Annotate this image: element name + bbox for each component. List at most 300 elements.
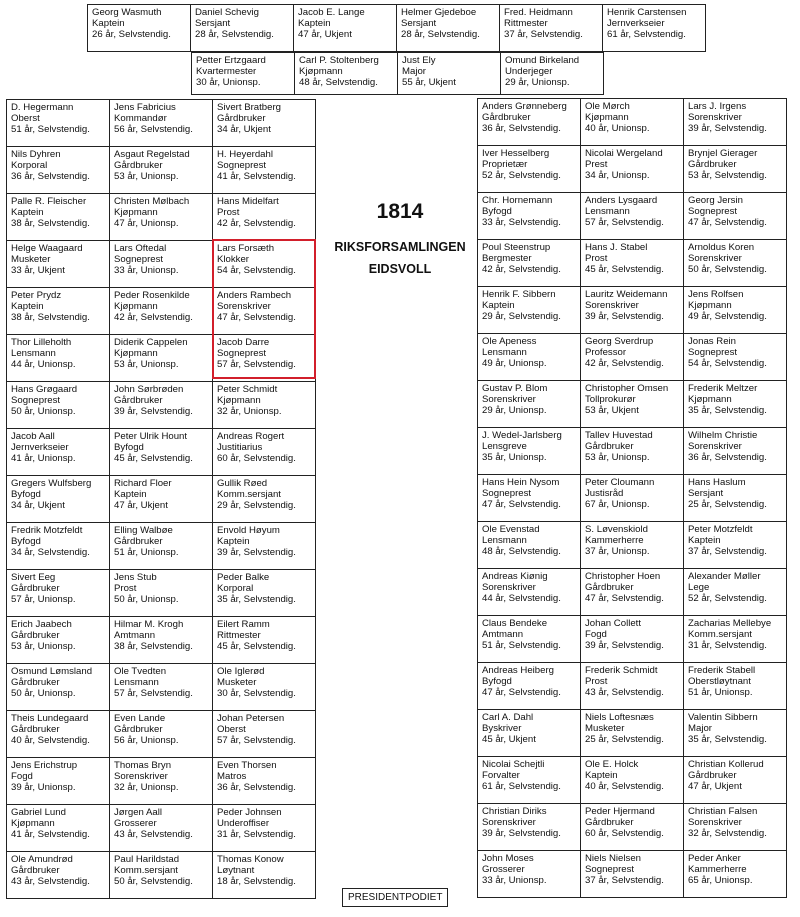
seat-cell — [581, 757, 684, 804]
seat-cell — [398, 53, 501, 95]
delegate-info: 57 år, Selvstendig. — [585, 217, 664, 228]
seat-row — [478, 569, 787, 616]
delegate-name: Poul Steenstrup — [482, 242, 551, 253]
delegate-title: Proprietær — [482, 159, 528, 170]
delegate-title: Sersjant — [688, 488, 724, 499]
delegate-info: 67 år, Unionsp. — [585, 499, 650, 510]
delegate-title: Gårdbruker — [585, 817, 634, 828]
delegate-title: Fogd — [11, 771, 33, 782]
seat-cell — [478, 710, 581, 757]
seat-cell — [581, 663, 684, 710]
delegate-info: 47 år, Selvstendig. — [482, 687, 561, 698]
delegate-info: 47 år, Ukjent — [688, 781, 742, 792]
delegate-title: Major — [688, 723, 712, 734]
seat-cell — [7, 570, 110, 617]
right-seating-block — [477, 98, 787, 898]
delegate-title: Grosserer — [114, 818, 157, 829]
delegate-title: Kjøpmann — [217, 395, 261, 406]
seat-cell — [478, 193, 581, 240]
seat-row — [478, 334, 787, 381]
delegate-name: Thomas Konow — [217, 854, 284, 865]
delegate-name: Jens Fabricius — [114, 102, 176, 113]
delegate-name: Christian Diriks — [482, 806, 547, 817]
delegate-name: Hans Hein Nysom — [482, 477, 560, 488]
delegate-title: Sorenskriver — [688, 817, 742, 828]
delegate-info: 57 år, Selvstendig. — [217, 735, 296, 746]
seat-cell — [684, 193, 787, 240]
delegate-title: Underjeger — [505, 66, 553, 77]
delegate-title: Sorenskriver — [585, 300, 639, 311]
delegate-title: Byfogd — [11, 489, 41, 500]
delegate-info: 52 år, Selvstendig. — [688, 593, 767, 604]
delegate-info: 33 år, Unionsp. — [114, 265, 179, 276]
seat-cell — [7, 476, 110, 523]
seat-cell — [110, 664, 213, 711]
seat-cell — [500, 5, 603, 52]
delegate-title: Gårdbruker — [217, 113, 266, 124]
delegate-name: Hilmar M. Krogh — [114, 619, 184, 630]
delegate-name: Christen Mølbach — [114, 196, 190, 207]
delegate-info: 50 år, Selvstendig. — [688, 264, 767, 275]
delegate-info: 50 år, Selvstendig. — [114, 876, 193, 887]
delegate-title: Klokker — [217, 254, 249, 265]
seat-cell — [684, 146, 787, 193]
delegate-title: Fogd — [585, 629, 607, 640]
delegate-title: Jernverkseier — [607, 18, 665, 29]
delegate-name: Jonas Rein — [688, 336, 736, 347]
delegate-name: Brynjel Gierager — [688, 148, 758, 159]
seat-cell — [213, 664, 316, 711]
seat-cell — [110, 570, 213, 617]
delegate-title: Sogneprest — [482, 488, 532, 499]
delegate-info: 44 år, Unionsp. — [11, 359, 76, 370]
delegate-info: 45 år, Ukjent — [482, 734, 536, 745]
seat-row — [7, 758, 316, 805]
delegate-title: Kaptein — [585, 770, 618, 781]
delegate-name: Henrik Carstensen — [607, 7, 687, 18]
seat-cell — [213, 194, 316, 241]
seat-cell — [110, 523, 213, 570]
delegate-info: 32 år, Unionsp. — [114, 782, 179, 793]
delegate-title: Byfogd — [11, 536, 41, 547]
front-row-body — [88, 5, 706, 52]
delegate-name: Claus Bendeke — [482, 618, 548, 629]
delegate-title: Kjøpmann — [114, 207, 158, 218]
delegate-info: 25 år, Selvstendig. — [688, 499, 767, 510]
delegate-title: Lensmann — [11, 348, 56, 359]
delegate-title: Sorenskriver — [688, 253, 742, 264]
delegate-title: Kvartermester — [196, 66, 257, 77]
delegate-name: Valentin Sibbern — [688, 712, 758, 723]
delegate-info: 61 år, Selvstendig. — [482, 781, 561, 792]
seat-cell — [581, 334, 684, 381]
delegate-name: Nicolai Wergeland — [585, 148, 663, 159]
delegate-info: 56 år, Unionsp. — [114, 735, 179, 746]
delegate-title: Bergmester — [482, 253, 532, 264]
seat-cell — [478, 99, 581, 146]
seat-cell — [191, 5, 294, 52]
delegate-name: Jacob Darre — [217, 337, 270, 348]
delegate-name: Peder Balke — [217, 572, 270, 583]
delegate-info: 31 år, Selvstendig. — [688, 640, 767, 651]
delegate-info: 30 år, Selvstendig. — [217, 688, 296, 699]
delegate-title: Grosserer — [482, 864, 525, 875]
second-row-seats — [191, 52, 604, 95]
delegate-info: 53 år, Unionsp. — [11, 641, 76, 652]
delegate-name: Ole Tvedten — [114, 666, 167, 677]
delegate-name: Eilert Ramm — [217, 619, 270, 630]
delegate-info: 48 år, Selvstendig. — [299, 77, 378, 88]
delegate-info: 35 år, Selvstendig. — [217, 594, 296, 605]
delegate-info: 51 år, Selvstendig. — [11, 124, 90, 135]
delegate-title: Lensmann — [482, 347, 527, 358]
seat-cell — [684, 99, 787, 146]
delegate-info: 54 år, Selvstendig. — [688, 358, 767, 369]
delegate-name: Petter Ertzgaard — [196, 55, 266, 66]
delegate-info: 33 år, Selvstendig. — [482, 217, 561, 228]
delegate-name: Wilhelm Christie — [688, 430, 758, 441]
delegate-title: Justisråd — [585, 488, 624, 499]
delegate-name: Georg Sverdrup — [585, 336, 654, 347]
seat-cell — [478, 475, 581, 522]
delegate-title: Kaptein — [688, 535, 721, 546]
seat-cell — [213, 523, 316, 570]
delegate-info: 26 år, Selvstendig. — [92, 29, 171, 40]
delegate-name: Jacob Aall — [11, 431, 55, 442]
delegate-name: Peter Prydz — [11, 290, 62, 301]
front-row-seats — [87, 4, 706, 52]
delegate-name: J. Wedel-Jarlsberg — [482, 430, 562, 441]
delegate-title: Jernverkseier — [11, 442, 69, 453]
seat-cell — [581, 475, 684, 522]
seat-row — [478, 287, 787, 334]
seat-cell — [110, 194, 213, 241]
delegate-info: 51 år, Unionsp. — [688, 687, 753, 698]
delegate-title: Sogneprest — [11, 395, 61, 406]
delegate-title: Forvalter — [482, 770, 520, 781]
delegate-name: Carl A. Dahl — [482, 712, 534, 723]
delegate-title: Kjøpmann — [114, 348, 158, 359]
delegate-name: Richard Floer — [114, 478, 172, 489]
delegate-info: 42 år, Selvstendig. — [114, 312, 193, 323]
delegate-name: Arnoldus Koren — [688, 242, 755, 253]
seat-cell — [213, 429, 316, 476]
delegate-info: 34 år, Ukjent — [11, 500, 65, 511]
delegate-info: 40 år, Unionsp. — [585, 123, 650, 134]
seat-cell — [7, 335, 110, 382]
delegate-title: Musketer — [217, 677, 257, 688]
seat-row — [7, 570, 316, 617]
delegate-info: 45 år, Selvstendig. — [217, 641, 296, 652]
seat-cell — [110, 241, 213, 288]
delegate-title: Byfogd — [482, 676, 512, 687]
seat-cell — [7, 711, 110, 758]
delegate-name: John Moses — [482, 853, 534, 864]
delegate-info: 53 år, Unionsp. — [114, 359, 179, 370]
delegate-info: 29 år, Unionsp. — [482, 405, 547, 416]
seat-row — [478, 428, 787, 475]
seat-cell — [213, 852, 316, 899]
delegate-title: Lensgreve — [482, 441, 527, 452]
delegate-name: Zacharias Mellebye — [688, 618, 772, 629]
delegate-info: 61 år, Selvstendig. — [607, 29, 686, 40]
delegate-title: Amtmann — [482, 629, 524, 640]
delegate-title: Sogneprest — [688, 347, 738, 358]
seat-row — [478, 240, 787, 287]
delegate-info: 29 år, Unionsp. — [505, 77, 570, 88]
delegate-title: Kaptein — [298, 18, 331, 29]
delegate-name: Niels Loftesnæs — [585, 712, 654, 723]
delegate-name: Ole Mørch — [585, 101, 630, 112]
delegate-title: Gårdbruker — [11, 724, 60, 735]
delegate-title: Sogneprest — [217, 348, 267, 359]
delegate-name: Frederik Stabell — [688, 665, 756, 676]
delegate-info: 44 år, Selvstendig. — [482, 593, 561, 604]
delegate-name: Thor Lilleholth — [11, 337, 72, 348]
delegate-title: Prost — [217, 207, 240, 218]
seat-cell — [684, 710, 787, 757]
delegate-name: Elling Walbøe — [114, 525, 173, 536]
seat-cell — [478, 428, 581, 475]
seat-cell — [294, 5, 397, 52]
delegate-title: Lege — [688, 582, 710, 593]
seat-cell — [478, 757, 581, 804]
delegate-name: Peder Johnsen — [217, 807, 282, 818]
delegate-name: Diderik Cappelen — [114, 337, 188, 348]
seat-row — [478, 475, 787, 522]
delegate-title: Matros — [217, 771, 247, 782]
delegate-title: Byfogd — [482, 206, 512, 217]
delegate-title: Lensmann — [482, 535, 527, 546]
seat-row — [7, 429, 316, 476]
delegate-name: Iver Hesselberg — [482, 148, 550, 159]
delegate-title: Tollprokurør — [585, 394, 636, 405]
delegate-name: Even Thorsen — [217, 760, 277, 771]
seat-row — [7, 476, 316, 523]
seat-cell — [478, 287, 581, 334]
delegate-name: Peter Schmidt — [217, 384, 278, 395]
delegate-info: 47 år, Ukjent — [298, 29, 352, 40]
delegate-title: Kaptein — [482, 300, 515, 311]
delegate-title: Kammerherre — [585, 535, 644, 546]
delegate-title: Gårdbruker — [11, 630, 60, 641]
delegate-info: 34 år, Unionsp. — [585, 170, 650, 181]
delegate-info: 60 år, Selvstendig. — [585, 828, 664, 839]
delegate-name: Andreas Heiberg — [482, 665, 554, 676]
delegate-title: Gårdbruker — [114, 724, 163, 735]
delegate-title: Sorenskriver — [217, 301, 271, 312]
seat-row — [478, 193, 787, 240]
delegate-info: 36 år, Selvstendig. — [688, 452, 767, 463]
delegate-title: Kjøpmann — [585, 112, 629, 123]
seat-cell — [684, 381, 787, 428]
delegate-name: Daniel Schevig — [195, 7, 259, 18]
seat-cell — [478, 616, 581, 663]
delegate-info: 53 år, Selvstendig. — [688, 170, 767, 181]
delegate-info: 37 år, Unionsp. — [585, 546, 650, 557]
seat-cell — [478, 381, 581, 428]
seat-cell — [7, 429, 110, 476]
seat-cell — [213, 476, 316, 523]
seat-row — [88, 5, 706, 52]
delegate-info: 35 år, Selvstendig. — [688, 734, 767, 745]
delegate-info: 65 år, Unionsp. — [688, 875, 753, 886]
delegate-info: 31 år, Selvstendig. — [217, 829, 296, 840]
delegate-name: D. Hegermann — [11, 102, 74, 113]
delegate-name: Frederik Meltzer — [688, 383, 758, 394]
left-block-body — [7, 100, 316, 899]
delegate-name: Lars Oftedal — [114, 243, 167, 254]
seat-row — [478, 99, 787, 146]
delegate-info: 42 år, Selvstendig. — [217, 218, 296, 229]
delegate-name: Lars J. Irgens — [688, 101, 747, 112]
delegate-title: Oberst — [11, 113, 40, 124]
seat-cell — [110, 476, 213, 523]
delegate-info: 39 år, Selvstendig. — [114, 406, 193, 417]
seat-row — [478, 616, 787, 663]
seat-row — [478, 381, 787, 428]
delegate-name: Peder Rosenkilde — [114, 290, 190, 301]
delegate-title: Kaptein — [92, 18, 125, 29]
delegate-name: Peder Hjermand — [585, 806, 655, 817]
seat-row — [7, 382, 316, 429]
delegate-title: Sorenskriver — [688, 112, 742, 123]
seat-row — [7, 852, 316, 899]
delegate-name: Lauritz Weidemann — [585, 289, 668, 300]
delegate-info: 56 år, Selvstendig. — [114, 124, 193, 135]
seat-cell — [213, 758, 316, 805]
delegate-info: 39 år, Selvstendig. — [585, 640, 664, 651]
delegate-name: Ole Apeness — [482, 336, 537, 347]
delegate-info: 43 år, Selvstendig. — [11, 876, 90, 887]
seat-cell — [88, 5, 191, 52]
seat-cell — [7, 758, 110, 805]
seat-cell — [581, 522, 684, 569]
seat-cell — [684, 428, 787, 475]
delegate-title: Sersjant — [195, 18, 231, 29]
seat-cell — [7, 241, 110, 288]
seat-cell — [581, 287, 684, 334]
delegate-title: Sogneprest — [114, 254, 164, 265]
seat-cell — [7, 617, 110, 664]
delegate-title: Underoffiser — [217, 818, 270, 829]
delegate-title: Korporal — [217, 583, 254, 594]
delegate-info: 57 år, Unionsp. — [11, 594, 76, 605]
seat-cell — [684, 334, 787, 381]
seat-cell — [213, 147, 316, 194]
delegate-info: 40 år, Selvstendig. — [11, 735, 90, 746]
delegate-name: S. Løvenskiold — [585, 524, 648, 535]
delegate-info: 43 år, Selvstendig. — [114, 829, 193, 840]
delegate-title: Løytnant — [217, 865, 255, 876]
delegate-title: Sorenskriver — [482, 394, 536, 405]
delegate-title: Kjøpmann — [11, 818, 55, 829]
delegate-name: Even Lande — [114, 713, 166, 724]
seat-cell — [603, 5, 706, 52]
delegate-name: Alexander Møller — [688, 571, 761, 582]
delegate-info: 32 år, Unionsp. — [217, 406, 282, 417]
delegate-info: 25 år, Selvstendig. — [585, 734, 664, 745]
delegate-title: Gårdbruker — [11, 865, 60, 876]
president-podium: PRESIDENTPODIET — [342, 888, 448, 907]
delegate-title: Musketer — [585, 723, 625, 734]
delegate-info: 47 år, Selvstendig. — [217, 312, 296, 323]
delegate-title: Prest — [585, 159, 608, 170]
seat-cell — [478, 240, 581, 287]
delegate-info: 39 år, Selvstendig. — [688, 123, 767, 134]
delegate-name: Christopher Omsen — [585, 383, 669, 394]
delegate-title: Kaptein — [11, 207, 44, 218]
delegate-name: Hans J. Stabel — [585, 242, 648, 253]
delegate-info: 30 år, Unionsp. — [196, 77, 261, 88]
delegate-name: Johan Collett — [585, 618, 641, 629]
seat-cell — [581, 99, 684, 146]
delegate-name: Ole Iglerød — [217, 666, 265, 677]
delegate-title: Amtmann — [114, 630, 156, 641]
delegate-title: Sogneprest — [688, 206, 738, 217]
delegate-info: 42 år, Selvstendig. — [482, 264, 561, 275]
seat-cell — [295, 53, 398, 95]
delegate-name: Hans Haslum — [688, 477, 746, 488]
delegate-title: Gårdbruker — [114, 160, 163, 171]
delegate-name: Ole Evenstad — [482, 524, 540, 535]
delegate-name: Hans Grøgaard — [11, 384, 78, 395]
seat-cell — [581, 804, 684, 851]
seat-row — [7, 664, 316, 711]
delegate-info: 53 år, Ukjent — [585, 405, 639, 416]
delegate-title: Musketer — [11, 254, 51, 265]
delegate-title: Rittmester — [217, 630, 261, 641]
seat-cell — [110, 805, 213, 852]
seat-cell — [7, 523, 110, 570]
delegate-info: 41 år, Selvstendig. — [11, 829, 90, 840]
delegate-name: Andreas Kiønig — [482, 571, 548, 582]
delegate-name: Omund Birkeland — [505, 55, 580, 66]
delegate-name: Erich Jaabech — [11, 619, 72, 630]
seat-cell — [110, 852, 213, 899]
delegate-name: Ole Amundrød — [11, 854, 73, 865]
delegate-info: 36 år, Selvstendig. — [482, 123, 561, 134]
delegate-name: Andreas Rogert — [217, 431, 285, 442]
delegate-title: Gårdbruker — [585, 582, 634, 593]
seat-cell — [581, 428, 684, 475]
delegate-info: 34 år, Selvstendig. — [11, 547, 90, 558]
seat-cell — [684, 804, 787, 851]
delegate-title: Gårdbruker — [585, 441, 634, 452]
delegate-info: 38 år, Selvstendig. — [11, 312, 90, 323]
delegate-title: Prost — [585, 676, 608, 687]
seat-cell — [501, 53, 604, 95]
delegate-title: Professor — [585, 347, 627, 358]
delegate-title: Sogneprest — [585, 864, 635, 875]
delegate-title: Byskriver — [482, 723, 522, 734]
delegate-name: Peter Ulrik Hount — [114, 431, 188, 442]
delegate-info: 48 år, Selvstendig. — [482, 546, 561, 557]
delegate-info: 41 år, Unionsp. — [11, 453, 76, 464]
delegate-name: Thomas Bryn — [114, 760, 172, 771]
delegate-title: Sersjant — [401, 18, 437, 29]
delegate-name: Johan Petersen — [217, 713, 285, 724]
seat-cell — [213, 382, 316, 429]
delegate-name: Niels Nielsen — [585, 853, 641, 864]
seat-cell — [7, 382, 110, 429]
seat-cell — [684, 757, 787, 804]
delegate-info: 49 år, Unionsp. — [482, 358, 547, 369]
delegate-info: 37 år, Selvstendig. — [585, 875, 664, 886]
delegate-info: 49 år, Selvstendig. — [688, 311, 767, 322]
delegate-title: Gårdbruker — [688, 770, 737, 781]
delegate-title: Kaptein — [217, 536, 250, 547]
